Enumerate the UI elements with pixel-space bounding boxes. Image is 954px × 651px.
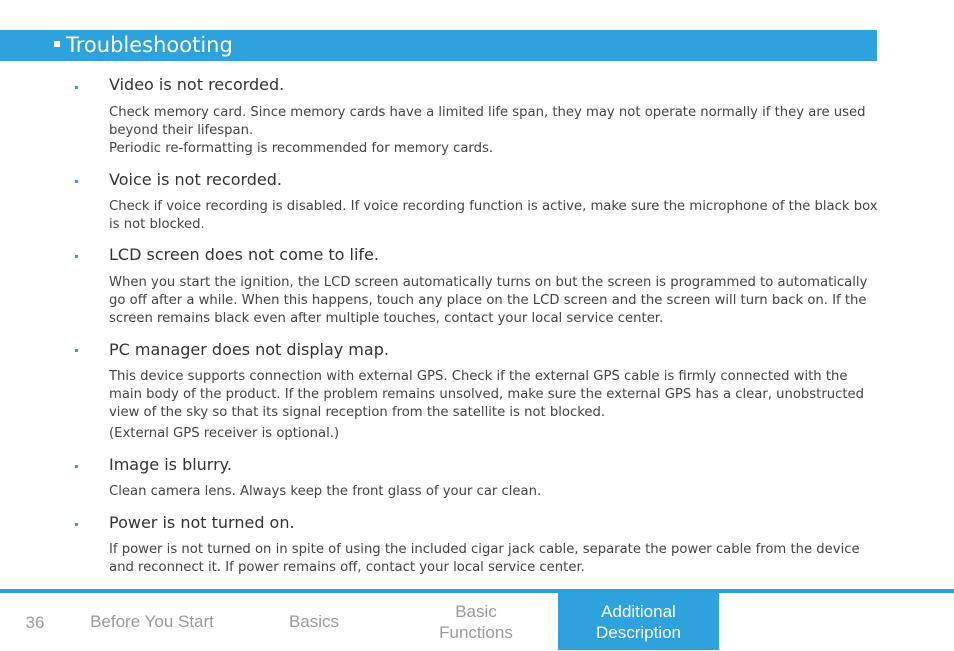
issue-paragraph: When you start the ignition, the LCD screen automatically turns on but the screen is programmed to automatically go off after a while. When this happens, touch any place on the LCD screen and the screen will turn back on. If the screen remains black even after multiple touches, contact your local service center. [109,275,868,326]
issue-paragraph: Check memory card. Since memory cards have a limited life span, they may not operate normally if they are used beyond their lifespan. [109,105,866,138]
issue-paragraph: Clean camera lens. Always keep the front glass of your car clean. [109,484,542,499]
tab-basic-functions[interactable] [402,593,550,650]
issue-title: Video is not recorded. [109,75,285,94]
page-number: 36 [25,613,45,632]
issue-title: PC manager does not display map. [109,340,389,359]
issue-paragraph: If power is not turned on in spite of using the included cigar jack cable, separate the power cable from the device and reconnect it. If power remains off, contact your local service center. [109,542,860,575]
issue-description [109,483,879,501]
issue-paragraph: (External GPS receiver is optional.) [109,426,340,441]
issue-paragraph: Check if voice recording is disabled. If voice recording function is active, make sure the microphone of the black box is not blocked. [109,199,878,232]
issue-description [109,104,879,158]
tab-label: Basic Functions [439,601,513,642]
bullet-icon [75,86,78,89]
section-header [0,30,877,61]
issue-title: Power is not turned on. [109,513,295,532]
tab-label: Basics [288,612,340,631]
bullet-icon [75,349,78,352]
bullet-icon [75,180,78,183]
issue-title: LCD screen does not come to life. [109,245,379,264]
tab-basics[interactable] [240,593,388,650]
tab-label: Additional Description [595,601,682,642]
issue-title: Image is blurry. [109,455,232,474]
bullet-icon [75,523,78,526]
bullet-icon [75,465,78,468]
issue-paragraph: Periodic re-formatting is recommended for memory cards. [109,141,494,156]
section-title: Troubleshooting [66,33,233,57]
header-bullet-icon [54,41,60,47]
footer-nav [0,593,954,651]
tab-before-you-start[interactable] [78,593,226,650]
issue-description [109,368,879,443]
issue-paragraph: This device supports connection with external GPS. Check if the external GPS cable is firmly connected with the main body of the product. If the problem remains unsolved, make sure the external GPS has a clear, unobstructed view of the sky so that its signal reception from the satellite is not blocked. [109,369,865,420]
issue-description [109,198,879,234]
issue-title: Voice is not recorded. [109,170,283,189]
tab-label: Before You Start [90,612,214,631]
bullet-icon [75,255,78,258]
issue-description [109,274,879,328]
tab-additional-description[interactable] [558,593,719,650]
issue-description [109,541,879,577]
